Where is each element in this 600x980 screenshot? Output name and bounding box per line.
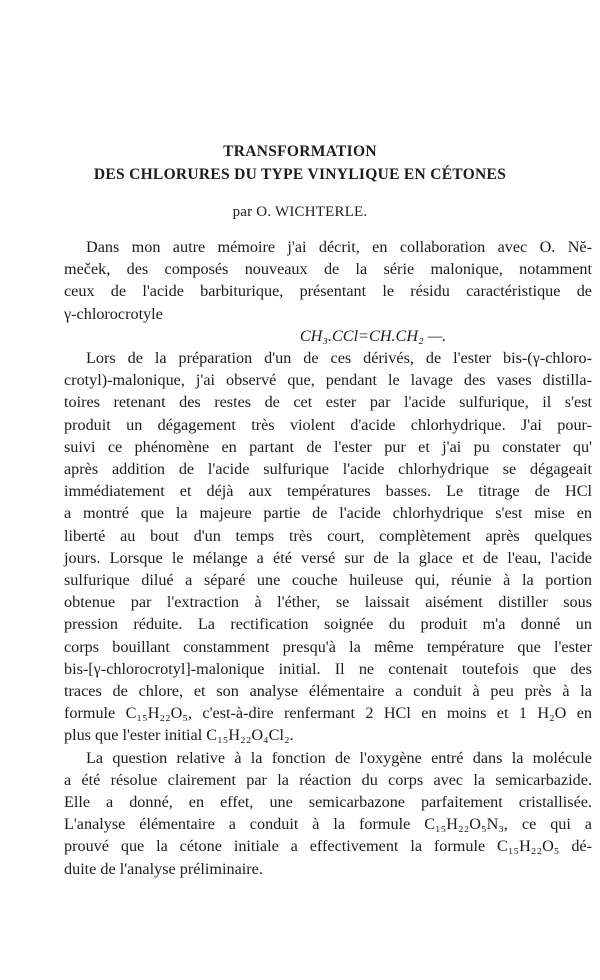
title-line-2: DES CHLORURES DU TYPE VINYLIQUE EN CÉTONES <box>93 166 507 183</box>
text-line: traces de chlore, et son analyse élémentaire a conduit à peu près à la <box>64 682 592 701</box>
text-line: après addition de l'acide sulfurique l'acide chlorhydrique se dégageait <box>64 460 592 479</box>
chemical-formula: CH₃.CCl=CH.CH₂ —. <box>299 326 447 345</box>
author-byline: par O. WICHTERLE. <box>232 204 368 220</box>
text-line: liberté au bout d'un temps très court, complètement après quelques <box>64 526 592 545</box>
text-line: duite de l'analyse préliminaire. <box>64 859 263 878</box>
text-line: γ-chlorocrotyle <box>64 304 163 323</box>
text-line: bis-[γ-chlorocrotyl]-malonique initial. Il ne contenait toutefois que des <box>64 659 592 678</box>
text-line: La question relative à la fonction de l'oxygène entré dans la molécule <box>86 748 592 767</box>
text-line: ceux de l'acide barbiturique, présentant le résidu caractéristique de <box>64 282 592 301</box>
text-line: pression réduite. La rectification soignée du produit m'a donné un <box>64 615 592 634</box>
paragraph-1 <box>64 236 592 325</box>
text-line: L'analyse élémentaire a conduit à la formule C₁₅H₂₂O₅N₃, ce qui a <box>64 815 592 834</box>
article-body <box>64 236 592 880</box>
text-line: sulfurique dilué a séparé une couche huileuse qui, réunie à la portion <box>64 571 592 590</box>
text-line: a montré que la majeure partie de l'acide chlorhydrique s'est mise en <box>64 504 592 523</box>
title-line-1: TRANSFORMATION <box>223 143 377 160</box>
text-line: jours. Lorsque le mélange a été versé sur de la glace et de l'eau, l'acide <box>64 548 592 567</box>
text-line: corps bouillant constamment presqu'à la même température que l'ester <box>64 637 592 656</box>
text-line: crotyl)-malonique, j'ai observé que, pendant le lavage des vases distilla- <box>64 371 592 390</box>
text-line: Elle a donné, en effet, une semicarbazone parfaitement cristallisée. <box>64 793 592 812</box>
text-line: plus que l'ester initial C₁₅H₂₂O₄Cl₂. <box>64 726 294 745</box>
text-line: prouvé que la cétone initiale a effectivement la formule C₁₅H₂₂O₅ dé- <box>64 837 592 856</box>
text-line: a été résolue clairement par la réaction du corps avec la semicarbazide. <box>64 770 592 789</box>
text-line: meček, des composés nouveaux de la série malonique, notamment <box>64 260 592 279</box>
paragraph-3 <box>64 747 592 880</box>
text-line: immédiatement et déjà aux températures basses. Le titrage de HCl <box>64 482 592 501</box>
text-line: obtenue par l'extraction à l'éther, se laissait aisément distiller sous <box>64 593 592 612</box>
text-line: suivi ce phénomène en partant de l'ester pur et j'ai pu constater qu' <box>64 437 592 456</box>
text-line: toires retenant des restes de cet ester par l'acide sulfurique, il s'est <box>64 393 592 412</box>
paragraph-2 <box>64 347 592 747</box>
text-line: formule C₁₅H₂₂O₅, c'est-à-dire renfermant 2 HCl en moins et 1 H₂O en <box>64 704 592 723</box>
text-line: Dans mon autre mémoire j'ai décrit, en collaboration avec O. Nĕ- <box>86 238 592 256</box>
text-line: Lors de la préparation d'un de ces dérivés, de l'ester bis-(γ-chloro- <box>86 349 592 368</box>
text-line: produit un dégagement très violent d'acide chlorhydrique. J'ai pour- <box>64 415 592 434</box>
